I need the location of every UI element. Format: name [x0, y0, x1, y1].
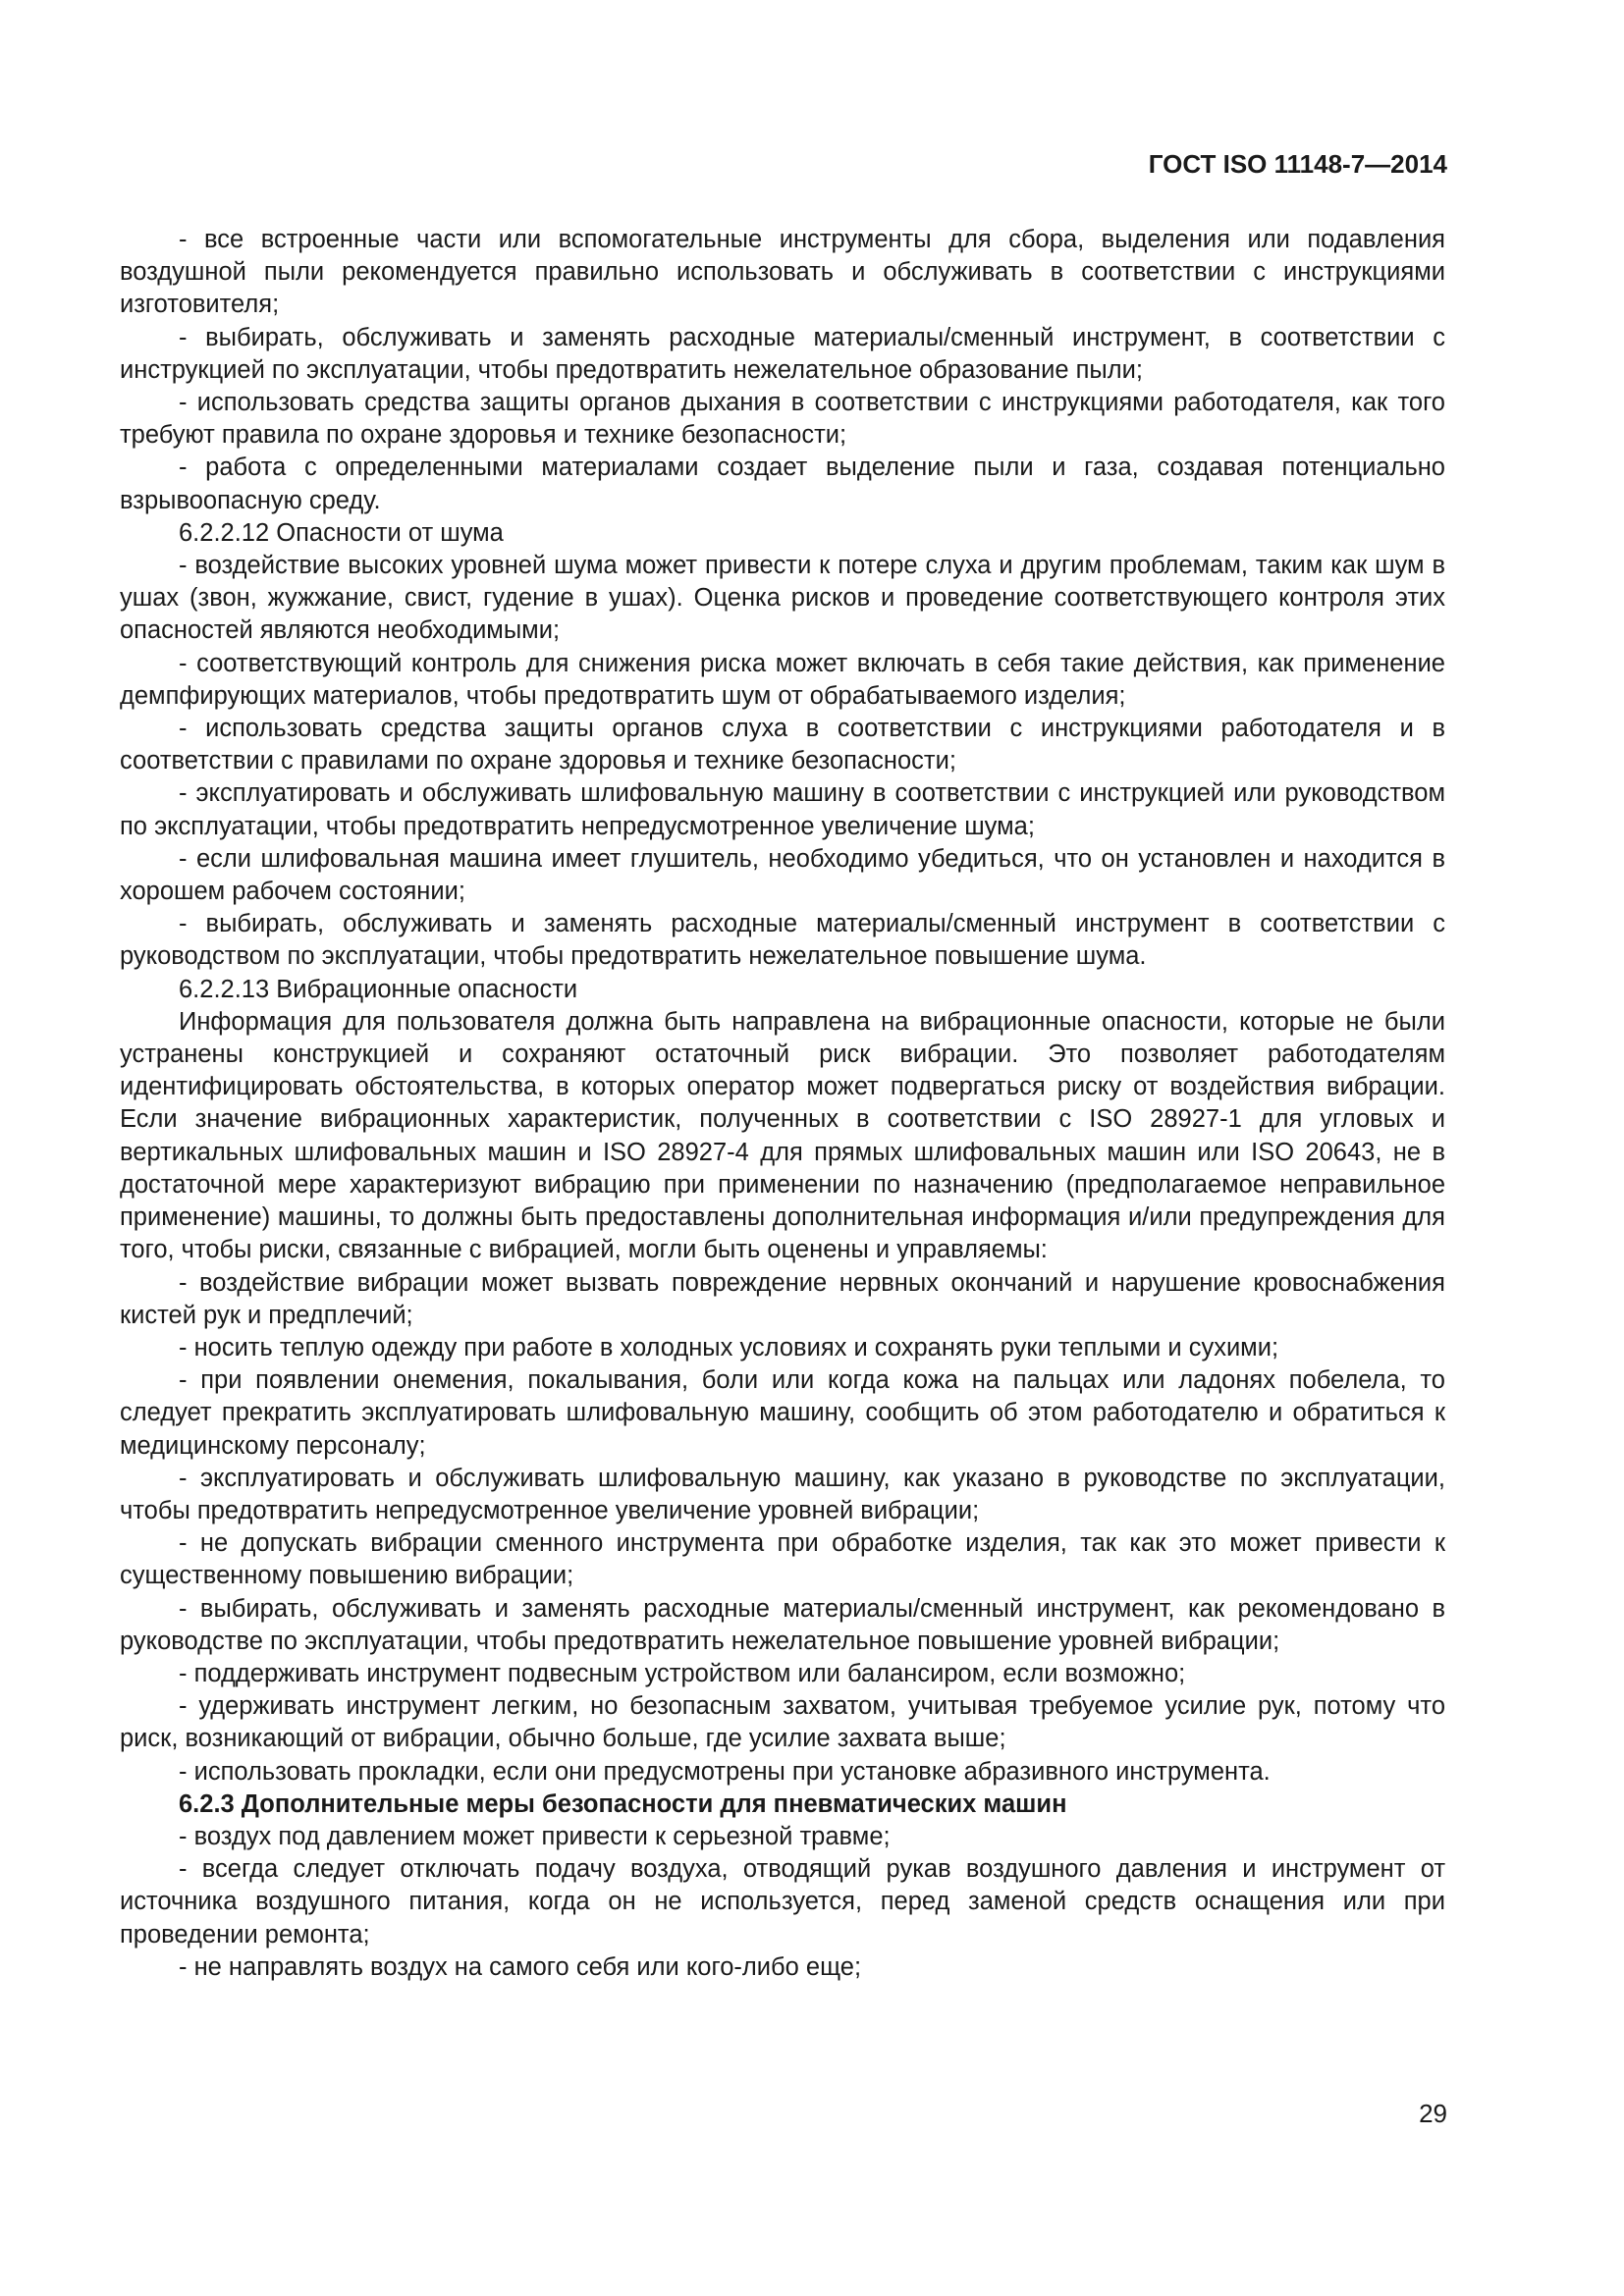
list-item: - выбирать, обслуживать и заменять расходные материалы/сменный инструмент, в соответствии с инструкцией по эксплуатации, чтобы предотвратить нежелательное образование пыли;	[120, 323, 1445, 384]
list-item: - носить теплую одежду при работе в холодных условиях и сохранять руки теплыми и сухими;	[179, 1333, 1279, 1362]
list-item: - не допускать вибрации сменного инструмента при обработке изделия, так как это может привести к существенному повышению вибрации;	[120, 1529, 1445, 1590]
list-item: - удерживать инструмент легким, но безопасным захватом, учитывая требуемое усилие рук, потому что риск, возникающий от вибрации, обычно больше, где усилие захвата выше;	[120, 1692, 1445, 1753]
body-paragraph: Информация для пользователя должна быть направлена на вибрационные опасности, которые не были устранены конструкцией и сохраняют остаточный риск вибрации. Это позволяет работодателям идентифицировать обстоятельства, в которых оператор может подвергаться риску от воздействия вибрации. Если значение вибрационных характеристик, полученных в соответствии с ISO 28927-1 для угловых и вертикальных шлифовальных машин и ISO 28927-4 для прямых шлифовальных машин или ISO 20643, не в достаточной мере характеризуют вибрацию при применении по назначению (предполагаемое неправильное применение) машины, то должны быть предоставлены дополнительная информация и/или предупреждения для того, чтобы риски, связанные с вибрацией, могли быть оценены и управляемы:	[120, 1007, 1445, 1264]
page-number: 29	[1419, 2099, 1447, 2128]
list-item: - воздействие вибрации может вызвать повреждение нервных окончаний и нарушение кровоснабжения кистей рук и предплечий;	[120, 1268, 1445, 1329]
list-item: - использовать средства защиты органов слуха в соответствии с инструкциями работодателя и в соответствии с правилами по охране здоровья и технике безопасности;	[120, 715, 1445, 775]
list-item: - эксплуатировать и обслуживать шлифовальную машину в соответствии с инструкцией или руководством по эксплуатации, чтобы предотвратить непредусмотренное увеличение шума;	[120, 779, 1445, 840]
document-body	[120, 224, 1445, 1984]
list-item: - при появлении онемения, покалывания, боли или когда кожа на пальцах или ладонях побелела, то следует прекратить эксплуатировать шлифовальную машину, сообщить об этом работодателю и обратиться к медицинскому персоналу;	[120, 1366, 1445, 1460]
list-item: - воздух под давлением может привести к серьезной травме;	[179, 1822, 891, 1850]
list-item: - не направлять воздух на самого себя или кого-либо еще;	[179, 1952, 862, 1981]
section-heading-noise: 6.2.2.12 Опасности от шума	[179, 518, 504, 547]
list-item: - соответствующий контроль для снижения риска может включать в себя такие действия, как применение демпфирующих материалов, чтобы предотвратить шум от обрабатываемого изделия;	[120, 649, 1445, 710]
list-item: - выбирать, обслуживать и заменять расходные материалы/сменный инструмент, как рекомендовано в руководстве по эксплуатации, чтобы предотвратить нежелательное повышение уровней вибрации;	[120, 1594, 1445, 1655]
list-item: - всегда следует отключать подачу воздуха, отводящий рукав воздушного давления и инструмент от источника воздушного питания, когда он не используется, перед заменой средств оснащения или при проведении ремонта;	[120, 1855, 1445, 1949]
list-item: - если шлифовальная машина имеет глушитель, необходимо убедиться, что он установлен и находится в хорошем рабочем состоянии;	[120, 844, 1445, 906]
list-item: - использовать средства защиты органов дыхания в соответствии с инструкциями работодателя, как того требуют правила по охране здоровья и технике безопасности;	[120, 389, 1445, 450]
section-heading-vibration: 6.2.2.13 Вибрационные опасности	[179, 975, 578, 1003]
list-item: - эксплуатировать и обслуживать шлифовальную машину, как указано в руководстве по эксплуатации, чтобы предотвратить непредусмотренное увеличение уровней вибрации;	[120, 1464, 1445, 1524]
list-item: - воздействие высоких уровней шума может привести к потере слуха и другим проблемам, таким как шум в ушах (звон, жужжание, свист, гудение в ушах). Оценка рисков и проведение соответствующего контроля этих опасностей являются необходимыми;	[120, 552, 1445, 645]
list-item: - работа с определенными материалами создает выделение пыли и газа, создавая потенциально взрывоопасную среду.	[120, 454, 1445, 514]
list-item: - выбирать, обслуживать и заменять расходные материалы/сменный инструмент в соответствии с руководством по эксплуатации, чтобы предотвратить нежелательное повышение шума.	[120, 910, 1445, 971]
document-header: ГОСТ ISO 11148-7—2014	[1148, 149, 1447, 179]
list-item: - использовать прокладки, если они предусмотрены при установке абразивного инструмента.	[179, 1757, 1271, 1786]
section-heading-pneumatic: 6.2.3 Дополнительные меры безопасности для пневматических машин	[179, 1789, 1067, 1818]
list-item: - все встроенные части или вспомогательные инструменты для сбора, выделения или подавления воздушной пыли рекомендуется правильно использовать и обслуживать в соответствии с инструкциями изготовителя;	[120, 226, 1445, 319]
list-item: - поддерживать инструмент подвесным устройством или балансиром, если возможно;	[179, 1659, 1186, 1687]
